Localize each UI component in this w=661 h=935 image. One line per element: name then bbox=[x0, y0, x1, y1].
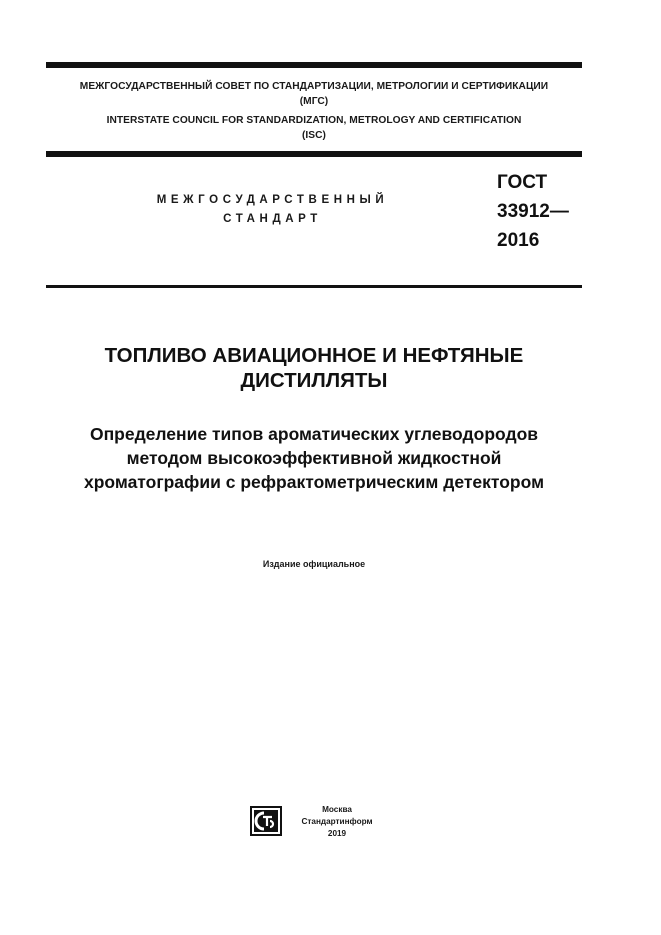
title-line1: ТОПЛИВО АВИАЦИОННОЕ И НЕФТЯНЫЕ bbox=[104, 344, 524, 367]
standard-designation bbox=[497, 168, 569, 255]
council-ru-name: МЕЖГОСУДАРСТВЕННЫЙ СОВЕТ ПО СТАНДАРТИЗАЦИИ, МЕТРОЛОГИИ И СЕРТИФИКАЦИИ bbox=[79, 81, 549, 92]
subtitle-line2: методом высокоэффективной жидкостной bbox=[126, 448, 502, 468]
designation-prefix: ГОСТ bbox=[497, 172, 548, 193]
designation-bottom-rule bbox=[46, 285, 582, 288]
designation-year: 2016 bbox=[497, 230, 540, 251]
subtitle-line1: Определение типов ароматических углеводородов bbox=[89, 424, 539, 444]
top-thick-rule bbox=[46, 62, 582, 68]
standard-type-line1: МЕЖГОСУДАРСТВЕННЫЙ bbox=[156, 194, 389, 206]
standartinform-logo-icon bbox=[250, 806, 282, 836]
council-bottom-rule bbox=[46, 151, 582, 157]
council-ru-abbr: (МГС) bbox=[299, 96, 329, 107]
publisher-info bbox=[292, 804, 382, 840]
subtitle-line3: хроматографии с рефрактометрическим детектором bbox=[83, 472, 545, 492]
council-en-name: INTERSTATE COUNCIL FOR STANDARDIZATION, METROLOGY AND CERTIFICATION bbox=[106, 115, 522, 126]
publisher-city: Москва bbox=[322, 805, 352, 814]
designation-number: 33912— bbox=[497, 201, 569, 222]
council-en-abbr: (ISC) bbox=[301, 130, 327, 141]
council-header bbox=[46, 79, 582, 143]
title-line2: ДИСТИЛЛЯТЫ bbox=[240, 369, 388, 392]
edition-note: Издание официальное bbox=[262, 559, 366, 569]
publisher-name: Стандартинформ bbox=[301, 817, 373, 826]
publisher-year: 2019 bbox=[327, 829, 347, 838]
document-subtitle bbox=[46, 422, 582, 494]
document-title bbox=[46, 343, 582, 393]
standard-type-line2: СТАНДАРТ bbox=[223, 213, 322, 225]
